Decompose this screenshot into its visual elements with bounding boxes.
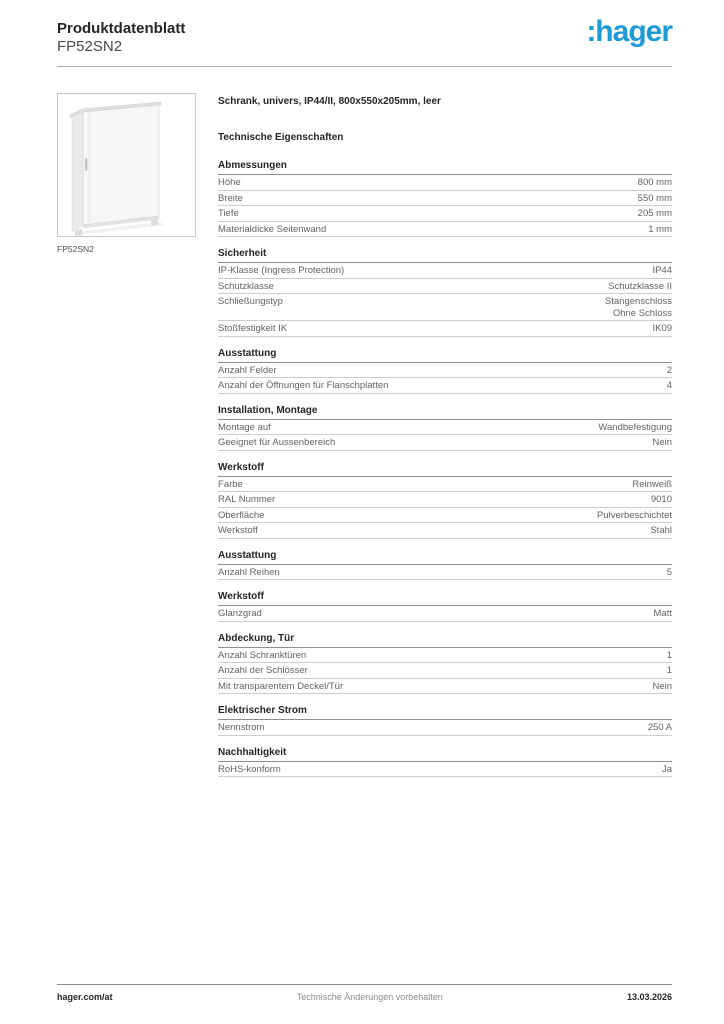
- spec-section-title: Ausstattung: [218, 550, 672, 565]
- spec-label: Anzahl Reihen: [218, 566, 280, 578]
- spec-row: [218, 606, 672, 622]
- spec-rows: [218, 762, 672, 778]
- spec-label: RAL Nummer: [218, 494, 276, 505]
- spec-label: RoHS-konform: [218, 763, 281, 775]
- spec-row: [218, 294, 672, 321]
- spec-value: Matt: [653, 608, 672, 619]
- product-image-column: [57, 68, 218, 777]
- spec-rows: [218, 720, 672, 736]
- spec-value: 250 A: [647, 722, 672, 733]
- spec-label: Nennstrom: [218, 722, 265, 733]
- spec-section-title: Werkstoff: [218, 591, 672, 606]
- spec-value: 550 mm: [637, 192, 672, 204]
- spec-row: [218, 679, 672, 695]
- spec-row: [218, 477, 672, 493]
- spec-label: Werkstoff: [218, 525, 258, 536]
- spec-row: [218, 435, 672, 451]
- spec-label: Höhe: [218, 177, 241, 188]
- spec-section-title: Sicherheit: [218, 248, 672, 263]
- spec-section-title: Installation, Montage: [218, 405, 672, 420]
- cabinet-illustration: [58, 94, 197, 238]
- spec-section-title: Nachhaltigkeit: [218, 747, 672, 762]
- spec-sections: [218, 160, 672, 777]
- spec-row: [218, 222, 672, 238]
- spec-label: Stoßfestigkeit IK: [218, 323, 288, 334]
- spec-value: 1: [666, 665, 672, 676]
- spec-column: [218, 68, 672, 777]
- spec-label: Mit transparentem Deckel/Tür: [218, 680, 344, 692]
- spec-label: Glanzgrad: [218, 608, 262, 619]
- spec-section: [218, 160, 672, 237]
- spec-row: [218, 175, 672, 191]
- spec-label: Farbe: [218, 478, 243, 490]
- tech-properties-heading: Technische Eigenschaften: [218, 132, 344, 143]
- spec-row: [218, 565, 672, 581]
- spec-row: [218, 663, 672, 679]
- spec-row: [218, 762, 672, 778]
- spec-row: [218, 492, 672, 508]
- spec-value: 2: [666, 364, 672, 376]
- spec-section: [218, 705, 672, 736]
- spec-row: [218, 263, 672, 279]
- spec-label: Anzahl der Öffnungen für Flanschplatten: [218, 380, 389, 391]
- footer-notice: Technische Änderungen vorbehalten: [296, 992, 443, 1002]
- spec-section-title: Werkstoff: [218, 462, 672, 477]
- hager-logo: :hager: [586, 15, 672, 48]
- spec-label: Oberfläche: [218, 509, 265, 521]
- spec-section-title: Ausstattung: [218, 348, 672, 363]
- spec-rows: [218, 565, 672, 581]
- spec-value: 1: [666, 649, 672, 661]
- page-footer: [57, 984, 672, 1002]
- spec-rows: [218, 648, 672, 695]
- spec-section-title: Abdeckung, Tür: [218, 633, 672, 648]
- spec-rows: [218, 477, 672, 539]
- spec-row: [218, 420, 672, 436]
- spec-value: IP44: [652, 265, 672, 276]
- spec-section-title: Elektrischer Strom: [218, 705, 672, 720]
- spec-value: 1 mm: [648, 223, 672, 235]
- spec-value: Nein: [652, 437, 672, 448]
- spec-row: [218, 523, 672, 539]
- spec-label: Anzahl Felder: [218, 364, 277, 376]
- spec-value: Nein: [652, 680, 672, 692]
- spec-value: Reinweiß: [632, 478, 672, 490]
- spec-value: 5: [666, 566, 672, 578]
- spec-section: [218, 248, 672, 337]
- document-title: Produktdatenblatt: [57, 20, 186, 37]
- product-code: FP52SN2: [57, 38, 123, 55]
- spec-rows: [218, 606, 672, 622]
- spec-row: [218, 206, 672, 222]
- spec-section: [218, 405, 672, 451]
- spec-rows: [218, 420, 672, 451]
- spec-label: Schutzklasse: [218, 280, 274, 292]
- spec-value: Schutzklasse II: [608, 280, 672, 292]
- spec-section: [218, 747, 672, 778]
- spec-rows: [218, 263, 672, 337]
- spec-section: [218, 550, 672, 581]
- spec-section: [218, 462, 672, 539]
- spec-label: Geeignet für Aussenbereich: [218, 437, 336, 448]
- spec-row: [218, 648, 672, 664]
- spec-section: [218, 591, 672, 622]
- footer-date: 13.03.2026: [626, 992, 672, 1002]
- spec-section: [218, 348, 672, 394]
- page-header: [57, 0, 672, 67]
- spec-value: 205 mm: [637, 208, 672, 219]
- spec-row: [218, 363, 672, 379]
- spec-label: IP-Klasse (Ingress Protection): [218, 265, 345, 276]
- spec-rows: [218, 175, 672, 237]
- spec-row: [218, 279, 672, 295]
- spec-row: [218, 720, 672, 736]
- spec-value: Ja: [661, 763, 672, 775]
- spec-label: Montage auf: [218, 421, 271, 433]
- spec-value: Pulverbeschichtet: [597, 509, 672, 521]
- content-area: [57, 68, 672, 777]
- footer-website: hager.com/at: [57, 992, 113, 1002]
- spec-label: Materialdicke Seitenwand: [218, 223, 327, 235]
- spec-value: IK09: [652, 323, 672, 334]
- spec-label: Anzahl der Schlösser: [218, 665, 308, 676]
- product-title: Schrank, univers, IP44/II, 800x550x205mm, leer: [218, 96, 441, 107]
- spec-label: Anzahl Schranktüren: [218, 649, 307, 661]
- spec-section: [218, 633, 672, 695]
- spec-row: [218, 191, 672, 207]
- spec-value: 4: [666, 380, 672, 391]
- spec-label: Schließungstyp: [218, 296, 283, 307]
- spec-section-title: Abmessungen: [218, 160, 672, 175]
- spec-label: Breite: [218, 192, 243, 204]
- spec-rows: [218, 363, 672, 394]
- spec-value: Wandbefestigung: [598, 421, 672, 433]
- spec-row: [218, 321, 672, 337]
- spec-value: 9010: [650, 494, 672, 505]
- spec-value: Stangenschloss Ohne Schloss: [604, 296, 672, 319]
- product-image-caption: FP52SN2: [57, 244, 94, 254]
- spec-label: Tiefe: [218, 208, 239, 219]
- product-image: [57, 93, 196, 237]
- spec-row: [218, 378, 672, 394]
- spec-row: [218, 508, 672, 524]
- spec-value: 800 mm: [637, 177, 672, 188]
- spec-value: Stahl: [650, 525, 672, 536]
